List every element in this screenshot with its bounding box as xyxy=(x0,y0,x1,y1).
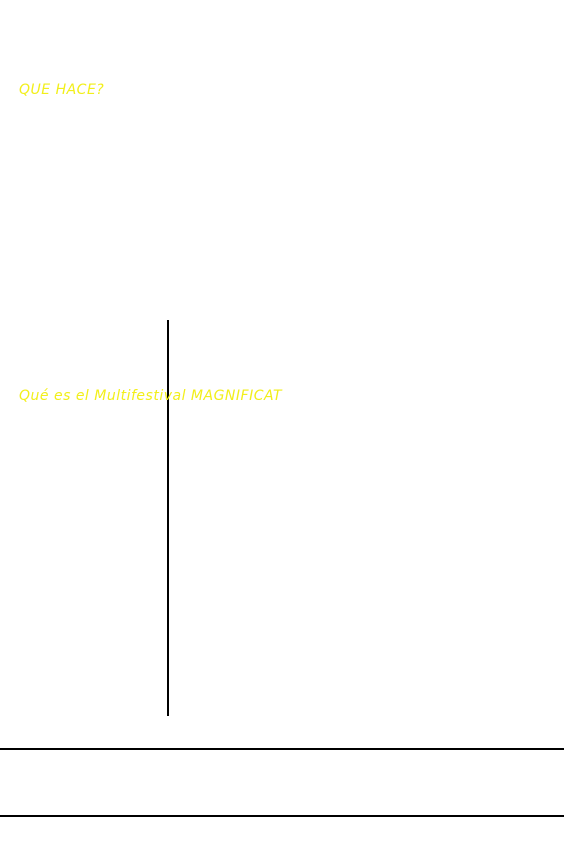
section-heading-multifestival: Qué es el Multifestival MAGNIFICAT xyxy=(19,388,283,404)
section-heading-que-hace: QUE HACE? xyxy=(19,82,105,98)
horizontal-rule-bottom xyxy=(0,815,564,817)
horizontal-rule-top xyxy=(0,748,564,750)
vertical-divider xyxy=(167,320,169,716)
